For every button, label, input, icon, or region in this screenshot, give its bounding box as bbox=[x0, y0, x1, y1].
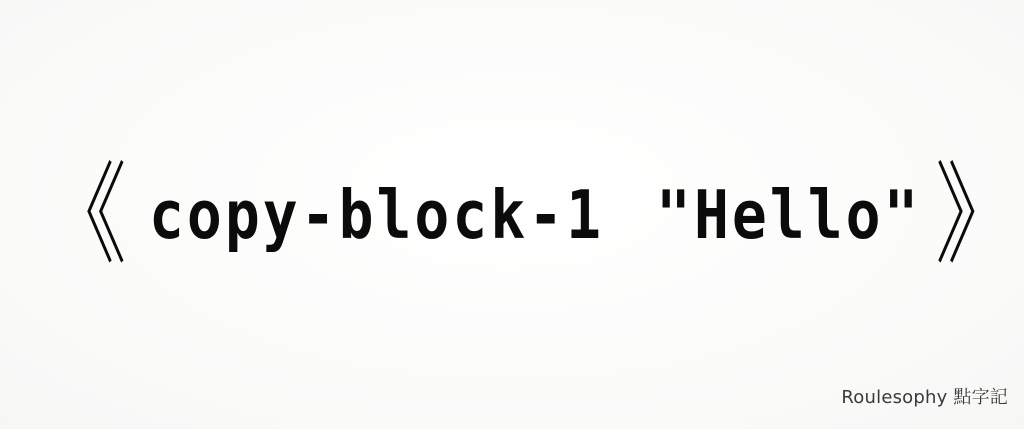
watermark: Roulesophy 點字記 bbox=[841, 387, 1008, 408]
open-double-angle-marker: 《 bbox=[44, 151, 129, 279]
block-name-text: copy-block-1 bbox=[149, 175, 605, 255]
quoted-hello-text: "Hello" bbox=[656, 175, 922, 255]
handwritten-expression bbox=[30, 140, 1021, 290]
close-double-angle-marker: 》 bbox=[935, 151, 1021, 279]
